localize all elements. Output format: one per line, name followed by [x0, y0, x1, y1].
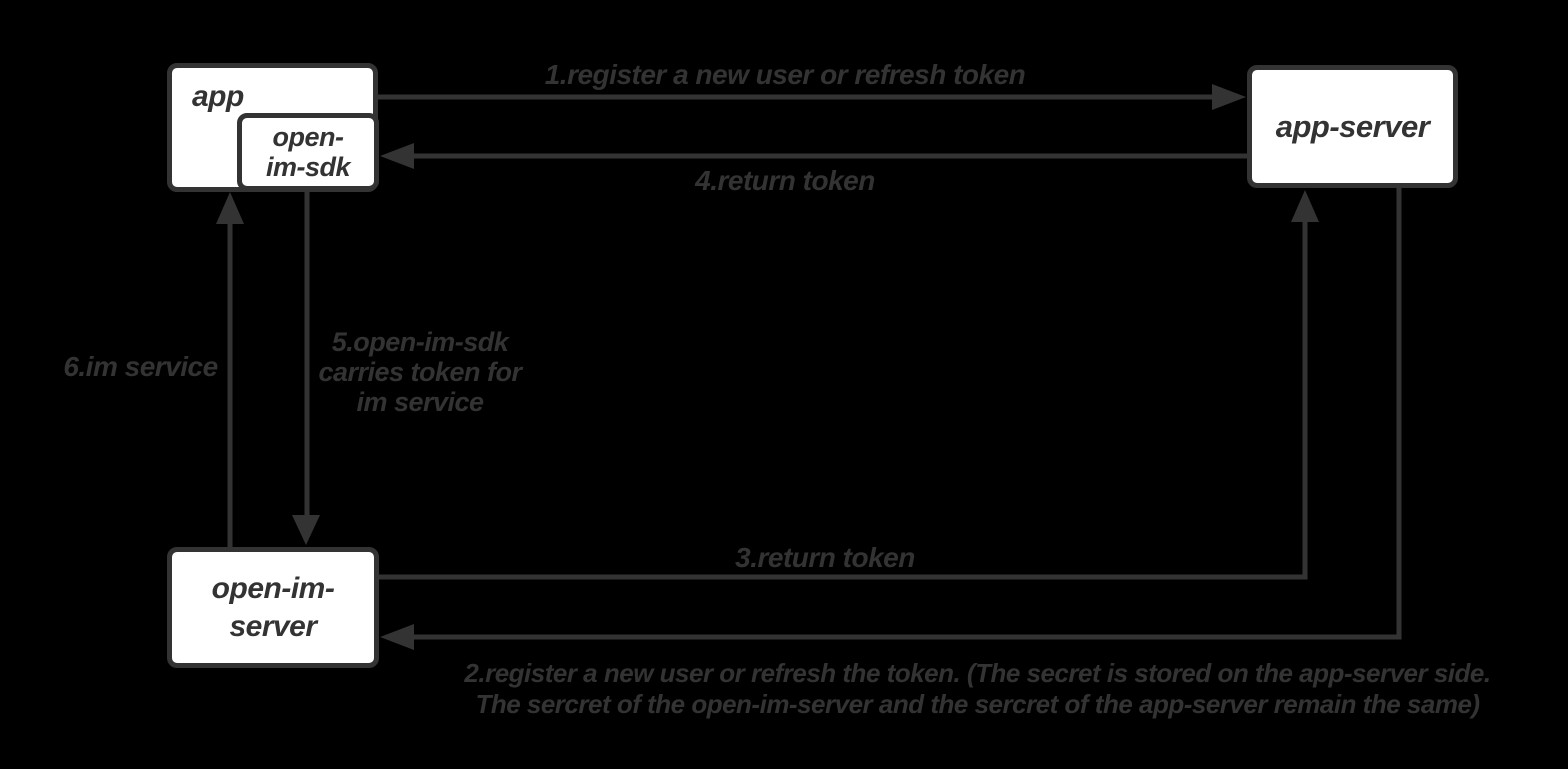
edge-1-label: 1.register a new user or refresh token [544, 59, 1026, 90]
edge-2-arrowhead-icon [380, 624, 414, 650]
edge-3-arrowhead-icon [1291, 190, 1319, 222]
edge-5-label-line3: im service [356, 387, 484, 417]
edge-5-label [310, 327, 530, 417]
node-open-im-server [167, 547, 379, 668]
edge-5-label-line2: carries token for [318, 357, 522, 387]
node-app-label: app [192, 80, 244, 113]
edge-5-label-line1: 5.open-im-sdk [331, 327, 509, 357]
edge-1-arrowhead-icon [1212, 84, 1246, 110]
node-open-im-sdk-label-line1: open- [272, 122, 344, 152]
edge-2-label [390, 658, 1565, 720]
edge-2-label-line2: The sercret of the open-im-server and the sercret of the app-server remain the same) [475, 689, 1480, 719]
node-open-im-sdk-label-line2: im-sdk [265, 152, 351, 182]
edge-4-arrowhead-icon [380, 143, 414, 169]
edge-6-arrowhead-icon [216, 192, 244, 224]
node-open-im-server-label-line1: open-im- [211, 571, 335, 605]
node-app-server [1247, 65, 1458, 188]
edge-3-label: 3.return token [735, 542, 915, 573]
node-app-server-label: app-server [1275, 108, 1430, 144]
node-open-im-sdk [237, 113, 379, 191]
edge-5-arrowhead-icon [292, 515, 320, 545]
edge-2-label-line1: 2.register a new user or refresh the token. (The secret is stored on the app-server side. [464, 658, 1491, 688]
edge-6-label: 6.im service [63, 351, 218, 382]
edge-4-label: 4.return token [695, 165, 875, 196]
node-open-im-server-label-line2: server [229, 609, 317, 643]
